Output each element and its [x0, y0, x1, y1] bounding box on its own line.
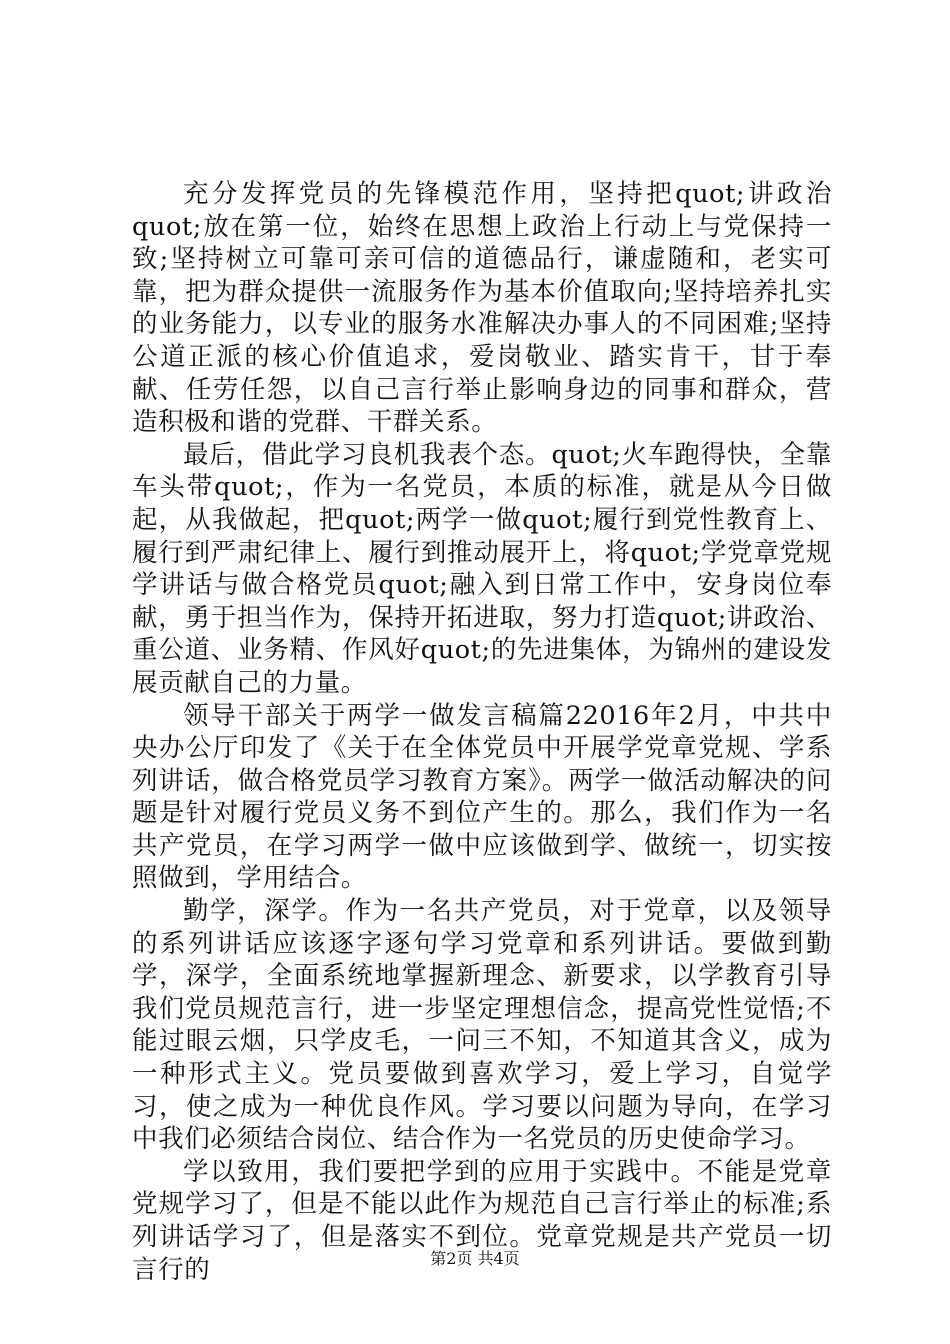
paragraph-3: 领导干部关于两学一做发言稿篇22016年2月，中共中央办公厅印发了《关于在全体党员中开展学党章党规、学系列讲话，做合格党员学习教育方案》。两学一做活动解决的问题是针对履行党员义务不到位产生的。那么，我们作为一名共产党员，在学习两学一做中应该做到学、做统一，切实按照做到，学用结合。 [132, 700, 832, 894]
paragraph-1: 充分发挥党员的先锋模范作用，坚持把quot;讲政治quot;放在第一位，始终在思想上政治上行动上与党保持一致;坚持树立可靠可亲可信的道德品行，谦虚随和，老实可靠，把为群众提供一流服务作为基本价值取向;坚持培养扎实的业务能力，以专业的服务水准解决办事人的不同困难;坚持公道正派的核心价值追求，爱岗敬业、踏实肯干，甘于奉献、任劳任怨，以自己言行举止影响身边的同事和群众，营造积极和谐的党群、干群关系。 [132, 179, 832, 438]
page-footer: 第2页 共4页 [430, 1249, 520, 1268]
paragraph-2: 最后，借此学习良机我表个态。quot;火车跑得快，全靠车头带quot;，作为一名党员，本质的标准，就是从今日做起，从我做起，把quot;两学一做quot;履行到党性教育上、履行到严肃纪律上、履行到推动展开上，将quot;学党章党规学讲话与做合格党员quot;融入到日常工作中，安身岗位奉献，勇于担当作为，保持开拓进取，努力打造quot;讲政治、重公道、业务精、作风好quot;的先进集体，为锦州的建设发展贡献自己的力量。 [132, 439, 832, 698]
paragraph-5: 学以致用，我们要把学到的应用于实践中。不能是党章党规学习了，但是不能以此作为规范自己言行举止的标准;系列讲话学习了，但是落实不到位。党章党规是共产党员一切言行的 [132, 1156, 832, 1285]
paragraph-4: 勤学，深学。作为一名共产党员，对于党章，以及领导的系列讲话应该逐字逐句学习党章和系列讲话。要做到勤学，深学，全面系统地掌握新理念、新要求，以学教育引导我们党员规范言行，进一步坚定理想信念，提高党性觉悟;不能过眼云烟，只学皮毛，一问三不知，不知道其含义，成为一种形式主义。党员要做到喜欢学习，爱上学习，自觉学习，使之成为一种优良作风。学习要以问题为导向，在学习中我们必须结合岗位、结合作为一名党员的历史使命学习。 [132, 896, 832, 1155]
document-body [132, 178, 832, 1286]
